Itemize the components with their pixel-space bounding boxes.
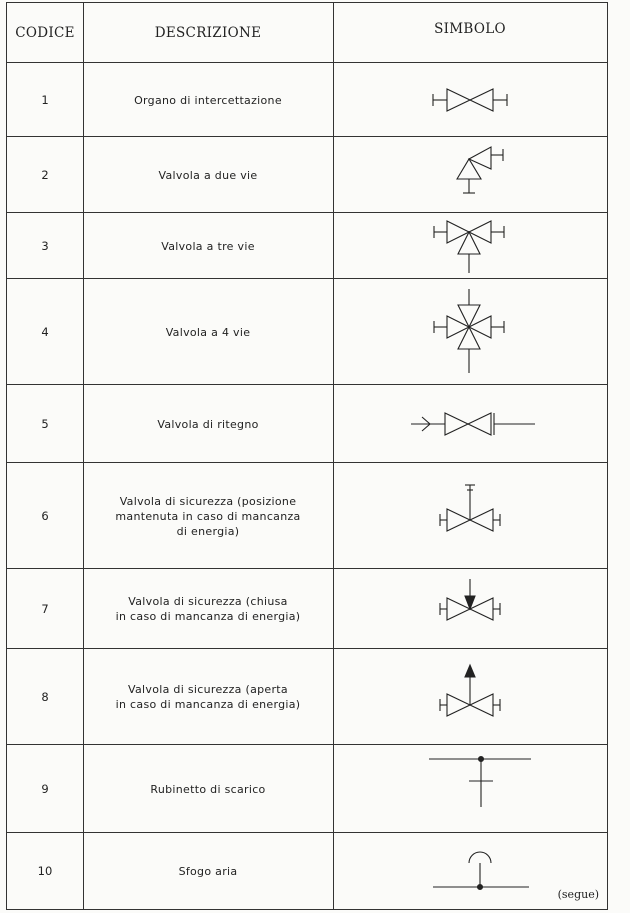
- shut-off-valve-icon: [333, 63, 607, 137]
- table-row: [7, 648, 607, 745]
- symbol-table: [6, 2, 608, 910]
- safety-valve-hold-icon: [333, 463, 607, 569]
- row-code: 10: [37, 864, 53, 878]
- table-row: [7, 212, 607, 279]
- row-description: Valvola di sicurezza (posizione mantenuta in caso di mancanza di energia): [115, 494, 301, 538]
- table-row: [7, 62, 607, 137]
- continues-note: (segue): [557, 888, 599, 901]
- row-code: 9: [41, 782, 49, 796]
- four-way-valve-icon: [333, 279, 607, 385]
- table-row: [7, 136, 607, 213]
- table-row: [7, 744, 607, 833]
- row-description: Valvola di sicurezza (aperta in caso di mancanza di energia): [115, 683, 301, 711]
- safety-valve-closed-icon: [333, 569, 607, 649]
- three-way-valve-icon: [333, 213, 607, 279]
- two-way-valve-icon: [333, 137, 607, 213]
- table-row: [7, 278, 607, 385]
- row-description: Valvola a due vie: [158, 168, 258, 182]
- header-description: DESCRIZIONE: [154, 25, 262, 41]
- row-code: 3: [41, 239, 49, 253]
- check-valve-icon: [333, 385, 607, 463]
- row-code: 8: [41, 690, 49, 704]
- drain-cock-icon: [333, 745, 607, 833]
- row-description: Valvola di sicurezza (chiusa in caso di mancanza di energia): [115, 595, 301, 623]
- row-code: 5: [41, 417, 49, 431]
- table-row: [7, 568, 607, 649]
- row-description: Sfogo aria: [178, 864, 238, 878]
- header-symbol: SIMBOLO: [434, 21, 506, 37]
- row-description: Rubinetto di scarico: [150, 782, 266, 796]
- row-description: Valvola a tre vie: [161, 239, 255, 253]
- header-code: CODICE: [15, 25, 75, 41]
- table-row: [7, 832, 607, 910]
- row-code: 1: [41, 93, 49, 107]
- row-description: Valvola a 4 vie: [165, 325, 251, 339]
- row-description: Valvola di ritegno: [157, 417, 259, 431]
- row-code: 4: [41, 325, 49, 339]
- row-code: 7: [41, 602, 49, 616]
- row-description: Organo di intercettazione: [134, 93, 282, 107]
- row-code: 6: [41, 509, 49, 523]
- table-row: [7, 384, 607, 463]
- table-row: [7, 462, 607, 569]
- row-code: 2: [41, 168, 49, 182]
- table-header: [7, 2, 607, 63]
- safety-valve-open-icon: [333, 649, 607, 745]
